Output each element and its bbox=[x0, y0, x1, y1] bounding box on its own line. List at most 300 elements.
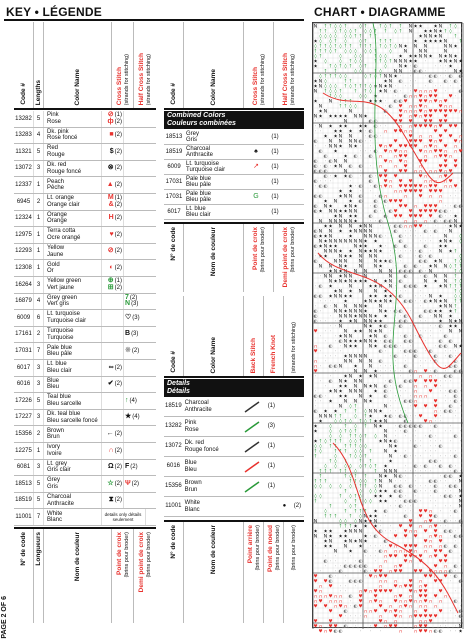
svg-text:N: N bbox=[353, 114, 358, 120]
svg-text:·: · bbox=[449, 84, 452, 90]
svg-text:N: N bbox=[323, 244, 328, 250]
key-cross-stitch-cell bbox=[102, 393, 124, 409]
svg-text:◐: ◐ bbox=[398, 99, 403, 105]
svg-text:·: · bbox=[354, 559, 357, 565]
svg-text:∩: ∩ bbox=[428, 194, 433, 200]
svg-text:·: · bbox=[374, 144, 377, 150]
svg-text:◐: ◐ bbox=[393, 354, 398, 360]
svg-text:◊: ◊ bbox=[364, 444, 367, 450]
svg-text:♥: ♥ bbox=[433, 414, 438, 420]
svg-text:◐: ◐ bbox=[433, 489, 438, 495]
svg-text:·: · bbox=[454, 94, 457, 100]
svg-text:★: ★ bbox=[438, 319, 443, 325]
svg-text:N: N bbox=[358, 314, 363, 320]
svg-text:♥: ♥ bbox=[398, 524, 403, 530]
svg-text:★: ★ bbox=[368, 514, 373, 520]
key-code: 6081 bbox=[14, 460, 34, 476]
svg-text:∩: ∩ bbox=[368, 589, 373, 595]
svg-text:♥: ♥ bbox=[453, 139, 458, 145]
svg-text:·: · bbox=[434, 444, 437, 450]
blended-code: 17031 bbox=[165, 193, 183, 200]
svg-text:◐: ◐ bbox=[428, 309, 433, 315]
svg-text:·: · bbox=[374, 174, 377, 180]
svg-text:♥: ♥ bbox=[408, 554, 413, 560]
svg-text:♥: ♥ bbox=[438, 119, 443, 125]
key-color-name bbox=[44, 294, 102, 310]
svg-text:N: N bbox=[348, 359, 353, 365]
key-row bbox=[14, 128, 156, 145]
key-name-fr: Or bbox=[47, 268, 54, 275]
svg-text:◐: ◐ bbox=[398, 424, 403, 430]
svg-text:★: ★ bbox=[438, 244, 443, 250]
key-row bbox=[14, 144, 156, 161]
svg-text:◐: ◐ bbox=[378, 194, 383, 200]
svg-text:∩: ∩ bbox=[413, 104, 418, 110]
svg-text:★: ★ bbox=[388, 494, 393, 500]
svg-text:◊: ◊ bbox=[354, 439, 357, 445]
svg-text:·: · bbox=[419, 264, 422, 270]
svg-text:N: N bbox=[313, 114, 318, 120]
svg-text:◐: ◐ bbox=[398, 254, 403, 260]
svg-text:◐: ◐ bbox=[363, 549, 368, 555]
key-length: 7 bbox=[34, 343, 44, 359]
key-length: 3 bbox=[34, 277, 44, 293]
svg-text:∩: ∩ bbox=[408, 109, 413, 115]
svg-text:↑: ↑ bbox=[453, 34, 458, 40]
header-code: Code # bbox=[20, 83, 27, 105]
svg-text:♥: ♥ bbox=[313, 349, 318, 355]
svg-text:◐: ◐ bbox=[318, 149, 323, 155]
svg-text:·: · bbox=[424, 254, 427, 260]
svg-text:↑: ↑ bbox=[343, 409, 348, 415]
svg-text:◊: ◊ bbox=[349, 404, 352, 410]
svg-text:·: · bbox=[399, 74, 402, 80]
svg-text:↑: ↑ bbox=[353, 509, 358, 515]
svg-text:↑: ↑ bbox=[343, 419, 348, 425]
svg-text:◐: ◐ bbox=[423, 299, 428, 305]
blended-row bbox=[164, 175, 304, 190]
cross-symbol: H bbox=[108, 214, 114, 222]
svg-text:◐: ◐ bbox=[458, 534, 463, 540]
svg-text:·: · bbox=[329, 559, 332, 565]
svg-text:♥: ♥ bbox=[413, 614, 418, 620]
svg-text:♥: ♥ bbox=[393, 174, 398, 180]
svg-text:♥: ♥ bbox=[418, 94, 423, 100]
svg-text:∩: ∩ bbox=[408, 529, 413, 535]
svg-text:♥: ♥ bbox=[453, 184, 458, 190]
svg-text:·: · bbox=[369, 144, 372, 150]
svg-text:↑: ↑ bbox=[363, 424, 368, 430]
key-color-name bbox=[44, 194, 102, 210]
svg-text:♥: ♥ bbox=[403, 604, 408, 610]
svg-text:◊: ◊ bbox=[334, 89, 337, 95]
svg-text:∩: ∩ bbox=[423, 149, 428, 155]
svg-text:N: N bbox=[343, 344, 348, 350]
svg-text:N: N bbox=[383, 429, 388, 435]
svg-text:↑: ↑ bbox=[348, 454, 353, 460]
svg-text:↑: ↑ bbox=[338, 414, 343, 420]
svg-text:♥: ♥ bbox=[313, 329, 318, 335]
svg-text:♥: ♥ bbox=[398, 129, 403, 135]
svg-text:·: · bbox=[459, 439, 462, 445]
key-length: 1 bbox=[34, 227, 44, 243]
svg-text:N: N bbox=[313, 534, 318, 540]
svg-text:★: ★ bbox=[368, 399, 373, 405]
svg-text:◊: ◊ bbox=[374, 74, 377, 80]
svg-text:♥: ♥ bbox=[338, 604, 343, 610]
svg-text:N: N bbox=[413, 44, 418, 50]
cross-alt-symbol: & bbox=[108, 200, 114, 208]
svg-text:·: · bbox=[319, 274, 322, 280]
svg-text:·: · bbox=[449, 574, 452, 580]
svg-text:N: N bbox=[383, 434, 388, 440]
svg-text:★: ★ bbox=[453, 214, 458, 220]
svg-text:◐: ◐ bbox=[428, 254, 433, 260]
details-table-footer bbox=[164, 520, 304, 623]
svg-text:★: ★ bbox=[373, 514, 378, 520]
svg-text:◐: ◐ bbox=[403, 349, 408, 355]
svg-text:★: ★ bbox=[363, 309, 368, 315]
svg-text:N: N bbox=[403, 59, 408, 65]
svg-text:♥: ♥ bbox=[408, 189, 413, 195]
svg-text:·: · bbox=[344, 589, 347, 595]
svg-text:★: ★ bbox=[368, 324, 373, 330]
svg-text:★: ★ bbox=[353, 339, 358, 345]
svg-text:◐: ◐ bbox=[353, 604, 358, 610]
svg-text:·: · bbox=[454, 479, 457, 485]
svg-text:♥: ♥ bbox=[393, 599, 398, 605]
svg-text:◐: ◐ bbox=[403, 514, 408, 520]
svg-text:♥: ♥ bbox=[313, 589, 318, 595]
svg-text:↑: ↑ bbox=[333, 439, 338, 445]
svg-text:∩: ∩ bbox=[393, 164, 398, 170]
svg-text:∩: ∩ bbox=[398, 124, 403, 130]
svg-text:∩: ∩ bbox=[393, 189, 398, 195]
svg-text:◊: ◊ bbox=[454, 294, 457, 300]
svg-text:∩: ∩ bbox=[363, 609, 368, 615]
svg-text:★: ★ bbox=[323, 539, 328, 545]
svg-text:★: ★ bbox=[388, 459, 393, 465]
svg-text:·: · bbox=[409, 394, 412, 400]
svg-text:◐: ◐ bbox=[348, 564, 353, 570]
chart-grid-svg bbox=[313, 23, 463, 635]
svg-text:★: ★ bbox=[313, 99, 318, 105]
svg-text:N: N bbox=[383, 404, 388, 410]
svg-text:◐: ◐ bbox=[413, 69, 418, 75]
svg-text:·: · bbox=[449, 609, 452, 615]
key-cross-stitch-cell bbox=[102, 476, 124, 492]
svg-text:N: N bbox=[453, 224, 458, 230]
svg-text:◊: ◊ bbox=[329, 429, 332, 435]
svg-text:N: N bbox=[433, 314, 438, 320]
svg-text:★: ★ bbox=[458, 474, 463, 480]
svg-text:·: · bbox=[394, 314, 397, 320]
svg-text:N: N bbox=[343, 169, 348, 175]
blended-header-cross: Cross Stitch bbox=[251, 66, 259, 105]
svg-text:★: ★ bbox=[343, 384, 348, 390]
svg-text:◊: ◊ bbox=[324, 439, 327, 445]
svg-text:N: N bbox=[368, 364, 373, 370]
svg-text:◐: ◐ bbox=[423, 229, 428, 235]
svg-text:★: ★ bbox=[333, 409, 338, 415]
blended-table-header bbox=[164, 22, 304, 110]
svg-text:◊: ◊ bbox=[384, 24, 387, 30]
svg-text:★: ★ bbox=[458, 629, 463, 635]
svg-text:★: ★ bbox=[323, 239, 328, 245]
svg-text:◐: ◐ bbox=[448, 494, 453, 500]
svg-text:·: · bbox=[374, 554, 377, 560]
svg-text:◐: ◐ bbox=[383, 344, 388, 350]
svg-text:N: N bbox=[448, 304, 453, 310]
svg-text:N: N bbox=[338, 324, 343, 330]
blended-code: 18519 bbox=[165, 148, 183, 155]
svg-text:♥: ♥ bbox=[403, 99, 408, 105]
svg-text:∩: ∩ bbox=[423, 94, 428, 100]
svg-text:♥: ♥ bbox=[403, 184, 408, 190]
svg-text:◐: ◐ bbox=[453, 369, 458, 375]
key-half-cross-cell bbox=[124, 194, 146, 210]
svg-text:∩: ∩ bbox=[433, 409, 438, 415]
svg-text:·: · bbox=[414, 324, 417, 330]
svg-text:◊: ◊ bbox=[349, 464, 352, 470]
svg-text:·: · bbox=[359, 169, 362, 175]
svg-text:★: ★ bbox=[453, 319, 458, 325]
svg-text:∩: ∩ bbox=[318, 589, 323, 595]
svg-text:◊: ◊ bbox=[339, 434, 342, 440]
svg-text:N: N bbox=[323, 109, 328, 115]
svg-text:◐: ◐ bbox=[403, 499, 408, 505]
svg-text:N: N bbox=[393, 69, 398, 75]
svg-text:N: N bbox=[388, 469, 393, 475]
backstitch-line-swatch bbox=[239, 401, 265, 413]
svg-text:·: · bbox=[454, 189, 457, 195]
svg-text:∩: ∩ bbox=[313, 599, 318, 605]
svg-text:↑: ↑ bbox=[358, 84, 363, 90]
svg-text:♥: ♥ bbox=[423, 369, 428, 375]
svg-text:◊: ◊ bbox=[394, 44, 397, 50]
svg-text:★: ★ bbox=[368, 394, 373, 400]
svg-text:↑: ↑ bbox=[338, 104, 343, 110]
svg-text:◊: ◊ bbox=[454, 24, 457, 30]
svg-text:★: ★ bbox=[378, 439, 383, 445]
svg-text:♥: ♥ bbox=[438, 124, 443, 130]
svg-text:·: · bbox=[419, 239, 422, 245]
svg-text:◊: ◊ bbox=[374, 434, 377, 440]
svg-text:★: ★ bbox=[353, 219, 358, 225]
svg-text:◐: ◐ bbox=[378, 349, 383, 355]
svg-text:·: · bbox=[334, 324, 337, 330]
details-color-name bbox=[183, 400, 239, 413]
svg-text:↑: ↑ bbox=[338, 524, 343, 530]
svg-text:◊: ◊ bbox=[359, 444, 362, 450]
blended-header-code: Code # bbox=[170, 83, 177, 105]
svg-text:♥: ♥ bbox=[408, 524, 413, 530]
svg-text:·: · bbox=[314, 124, 317, 130]
svg-text:◐: ◐ bbox=[313, 194, 318, 200]
key-row bbox=[14, 260, 156, 277]
svg-text:♥: ♥ bbox=[433, 89, 438, 95]
svg-text:◐: ◐ bbox=[443, 344, 448, 350]
svg-text:·: · bbox=[324, 299, 327, 305]
svg-text:·: · bbox=[344, 619, 347, 625]
svg-text:N: N bbox=[443, 284, 448, 290]
svg-text:↑: ↑ bbox=[453, 274, 458, 280]
svg-text:♥: ♥ bbox=[443, 129, 448, 135]
blended-footer-cross: Point de croix bbox=[251, 227, 259, 270]
svg-text:·: · bbox=[419, 469, 422, 475]
key-code: 6945 bbox=[14, 194, 34, 210]
svg-text:♥: ♥ bbox=[418, 149, 423, 155]
svg-text:∩: ∩ bbox=[313, 359, 318, 365]
svg-text:·: · bbox=[429, 494, 432, 500]
svg-text:·: · bbox=[409, 89, 412, 95]
key-cross-stitch-cell bbox=[102, 493, 124, 509]
svg-text:♥: ♥ bbox=[393, 129, 398, 135]
svg-text:★: ★ bbox=[433, 309, 438, 315]
svg-text:·: · bbox=[319, 164, 322, 170]
key-name-en: Yellow bbox=[47, 245, 65, 252]
svg-text:N: N bbox=[328, 264, 333, 270]
svg-text:∩: ∩ bbox=[418, 394, 423, 400]
svg-text:·: · bbox=[349, 619, 352, 625]
key-row bbox=[14, 310, 156, 327]
svg-text:◐: ◐ bbox=[453, 204, 458, 210]
svg-text:★: ★ bbox=[358, 129, 363, 135]
svg-text:♥: ♥ bbox=[418, 109, 423, 115]
svg-text:∩: ∩ bbox=[428, 149, 433, 155]
svg-text:·: · bbox=[424, 329, 427, 335]
blended-name-en: Pale blue bbox=[186, 175, 212, 182]
svg-text:◐: ◐ bbox=[393, 309, 398, 315]
svg-text:◐: ◐ bbox=[418, 69, 423, 75]
svg-text:∩: ∩ bbox=[418, 89, 423, 95]
svg-text:·: · bbox=[424, 319, 427, 325]
svg-text:N: N bbox=[348, 139, 353, 145]
svg-text:·: · bbox=[424, 269, 427, 275]
svg-text:★: ★ bbox=[363, 239, 368, 245]
svg-text:★: ★ bbox=[348, 229, 353, 235]
svg-text:↑: ↑ bbox=[353, 84, 358, 90]
svg-text:♥: ♥ bbox=[453, 159, 458, 165]
svg-text:★: ★ bbox=[383, 289, 388, 295]
svg-text:★: ★ bbox=[313, 64, 318, 70]
svg-text:♥: ♥ bbox=[443, 574, 448, 580]
svg-text:·: · bbox=[439, 379, 442, 385]
svg-text:·: · bbox=[419, 499, 422, 505]
svg-text:◐: ◐ bbox=[433, 424, 438, 430]
svg-text:♥: ♥ bbox=[393, 609, 398, 615]
svg-text:↑: ↑ bbox=[453, 284, 458, 290]
svg-text:♥: ♥ bbox=[433, 594, 438, 600]
svg-text:·: · bbox=[389, 389, 392, 395]
svg-text:★: ★ bbox=[323, 234, 328, 240]
svg-text:★: ★ bbox=[318, 114, 323, 120]
svg-text:·: · bbox=[369, 139, 372, 145]
svg-text:↑: ↑ bbox=[453, 259, 458, 265]
svg-text:★: ★ bbox=[448, 239, 453, 245]
svg-text:◊: ◊ bbox=[359, 494, 362, 500]
svg-text:◐: ◐ bbox=[383, 199, 388, 205]
blended-header-color-name: Color Name bbox=[210, 68, 217, 105]
svg-text:N: N bbox=[368, 229, 373, 235]
svg-text:◊: ◊ bbox=[354, 449, 357, 455]
svg-text:N: N bbox=[373, 279, 378, 285]
backstitch-line-swatch bbox=[239, 481, 265, 493]
svg-text:★: ★ bbox=[378, 264, 383, 270]
svg-text:↑: ↑ bbox=[373, 469, 378, 475]
key-row bbox=[14, 509, 156, 526]
footer-cross: Point de croix bbox=[115, 532, 123, 575]
svg-text:∩: ∩ bbox=[378, 584, 383, 590]
svg-text:∩: ∩ bbox=[418, 524, 423, 530]
svg-text:◐: ◐ bbox=[323, 184, 328, 190]
key-half-cross-cell bbox=[124, 144, 146, 160]
svg-text:N: N bbox=[333, 239, 338, 245]
svg-text:·: · bbox=[369, 149, 372, 155]
svg-text:♥: ♥ bbox=[438, 169, 443, 175]
svg-text:∩: ∩ bbox=[433, 604, 438, 610]
svg-text:◐: ◐ bbox=[378, 219, 383, 225]
svg-text:◊: ◊ bbox=[319, 34, 322, 40]
details-code: 13072 bbox=[164, 443, 182, 450]
svg-text:◊: ◊ bbox=[329, 34, 332, 40]
key-half-cross-cell bbox=[124, 177, 146, 193]
svg-text:♥: ♥ bbox=[313, 619, 318, 625]
blended-color-name bbox=[184, 131, 244, 144]
svg-text:N: N bbox=[358, 354, 363, 360]
svg-text:♥: ♥ bbox=[318, 599, 323, 605]
svg-text:★: ★ bbox=[433, 39, 438, 45]
svg-text:◐: ◐ bbox=[313, 229, 318, 235]
svg-text:·: · bbox=[424, 224, 427, 230]
svg-text:↑: ↑ bbox=[338, 99, 343, 105]
details-name-fr: Bleu bbox=[184, 466, 197, 473]
svg-text:♥: ♥ bbox=[388, 199, 393, 205]
cross-symbol: ⊕ bbox=[107, 277, 114, 285]
blended-color-name bbox=[184, 206, 244, 219]
svg-text:★: ★ bbox=[338, 334, 343, 340]
key-name-en: White bbox=[47, 510, 63, 517]
svg-text:♥: ♥ bbox=[328, 619, 333, 625]
half-strands: (3) bbox=[131, 331, 139, 338]
svg-text:★: ★ bbox=[338, 249, 343, 255]
svg-text:◐: ◐ bbox=[428, 434, 433, 440]
svg-text:·: · bbox=[454, 414, 457, 420]
svg-text:N: N bbox=[343, 269, 348, 275]
svg-text:N: N bbox=[443, 299, 448, 305]
svg-text:★: ★ bbox=[428, 29, 433, 35]
svg-text:♥: ♥ bbox=[418, 514, 423, 520]
svg-text:·: · bbox=[314, 129, 317, 135]
svg-text:◊: ◊ bbox=[319, 484, 322, 490]
svg-text:★: ★ bbox=[353, 214, 358, 220]
svg-text:∩: ∩ bbox=[383, 619, 388, 625]
svg-text:↑: ↑ bbox=[353, 404, 358, 410]
svg-text:·: · bbox=[459, 179, 462, 185]
svg-text:♥: ♥ bbox=[428, 379, 433, 385]
svg-text:◊: ◊ bbox=[334, 34, 337, 40]
svg-text:∩: ∩ bbox=[423, 89, 428, 95]
svg-text:♥: ♥ bbox=[323, 579, 328, 585]
svg-text:·: · bbox=[389, 369, 392, 375]
blended-strands: (1) bbox=[271, 163, 279, 170]
key-color-name bbox=[44, 443, 102, 459]
svg-text:◐: ◐ bbox=[393, 229, 398, 235]
svg-text:N: N bbox=[443, 59, 448, 65]
svg-text:◐: ◐ bbox=[423, 464, 428, 470]
svg-text:♥: ♥ bbox=[438, 104, 443, 110]
svg-text:·: · bbox=[334, 569, 337, 575]
